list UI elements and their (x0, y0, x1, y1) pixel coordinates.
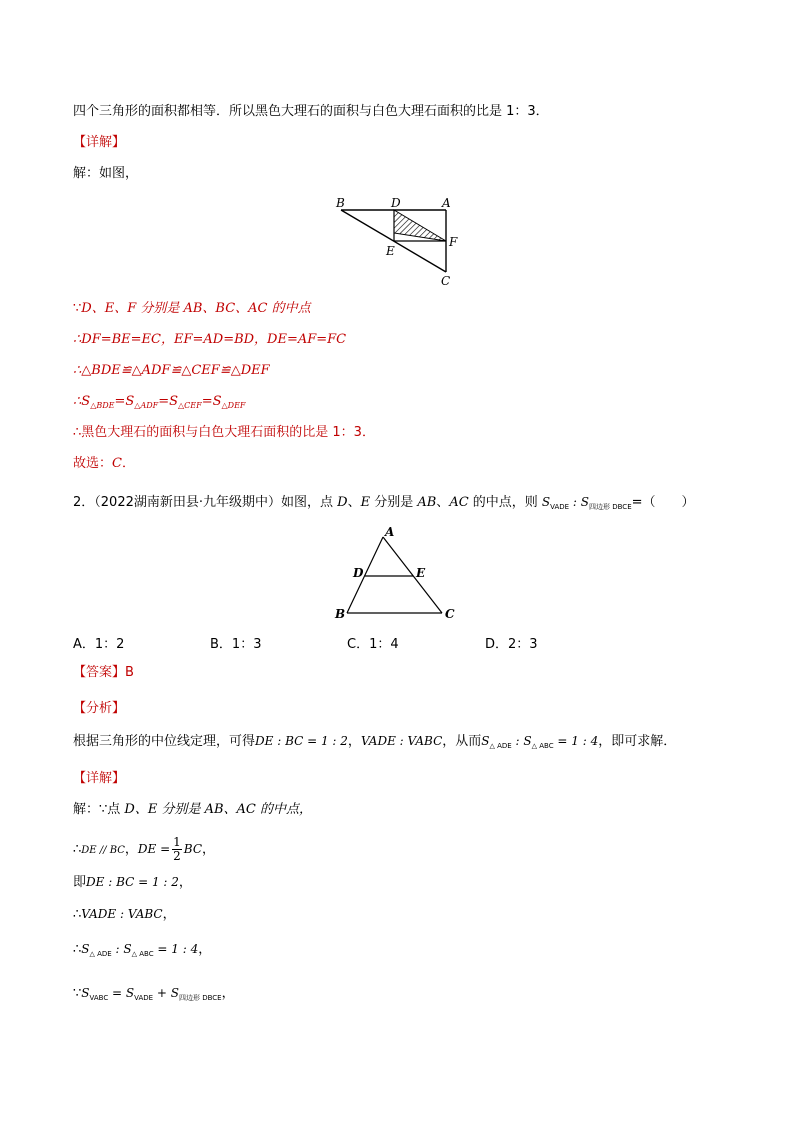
label-b: B (335, 607, 346, 621)
label-c: C (445, 607, 455, 621)
label-c: C (441, 274, 451, 288)
label-f: F (449, 235, 458, 249)
proof-line-1: ∵D、E、F 分别是 AB、BC、AC 的中点 (73, 301, 311, 316)
proof-line-5: ∴黑色大理石的面积与白色大理石面积的比是 1：3． (73, 425, 375, 440)
choice-line: 故选：C． (73, 456, 135, 471)
proof-line-3: ∴△BDE≌△ADF≌△CEF≌△DEF (73, 363, 270, 378)
label-a: A (385, 525, 395, 539)
label-e: E (386, 244, 395, 258)
detail-line-3: 即DE : BC = 1 : 2， (73, 875, 192, 890)
detail-line-4: ∴VADE : VABC， (73, 907, 176, 922)
detail-heading-2: 【详解】 (73, 771, 126, 786)
label-d: D (353, 566, 364, 580)
detail-heading: 【详解】 (73, 135, 126, 150)
detail-line-5: $\therefore S_{\triangle ADE}$ : $S_{\triangle ABC} = 1$ : 4， (73, 942, 212, 958)
question-2-stem: 2．（2022湖南新田县·九年级期中）如图，点 D、E 分别是 AB、AC 的中点，则 $S_{VADE}$ : $S_{四边形 DBCE}=$（ ） (73, 495, 695, 511)
fraction-one-half: $\frac{1}{2}$ (173, 835, 181, 863)
option-d: D．2：3 (485, 637, 538, 652)
intro-conclusion: 四个三角形的面积都相等．所以黑色大理石的面积与白色大理石面积的比是 1：3． (73, 104, 549, 119)
proof-line-4: $\therefore S_{\triangle BDE}=S_{\triangle ADF}=S_{\triangle CEF}=S_{\triangle DEF}$ (73, 394, 246, 410)
detail-line-1: 解：∵点 D、E 分别是 AB、AC 的中点， (73, 802, 312, 817)
solve-intro: 解：如图， (73, 166, 139, 181)
option-a: A．1：2 (73, 637, 125, 652)
proof-line-2: ∴DF=BE=EC，EF=AD=BD，DE=AF=FC (73, 332, 347, 347)
label-d: D (391, 196, 401, 210)
detail-line-6: $\because S_{VABC} = S_{VADE} + S_{四边形 DBCE}$， (73, 986, 235, 1002)
hatched-triangle (394, 210, 446, 241)
figure-triangle-midpoints (330, 190, 470, 290)
detail-line-2: ∴DE // BC，DE = $\frac{1}{2}$ BC， (73, 835, 216, 863)
figure-triangle-abc (330, 522, 470, 622)
label-b: B (336, 196, 345, 210)
label-a: A (442, 196, 451, 210)
analysis-heading: 【分析】 (73, 701, 126, 716)
segment-ac (383, 537, 442, 613)
option-b: B．1：3 (210, 637, 262, 652)
answer: 【答案】B (73, 665, 134, 680)
label-e: E (416, 566, 426, 580)
option-c: C．1：4 (347, 637, 399, 652)
analysis-text: 根据三角形的中位线定理，可得DE : BC = 1 : 2，VADE : VABC，从而$S_{\triangle ADE}$ : $S_{\triangle ABC} = 1$ : 4，即可求解． (73, 734, 677, 750)
